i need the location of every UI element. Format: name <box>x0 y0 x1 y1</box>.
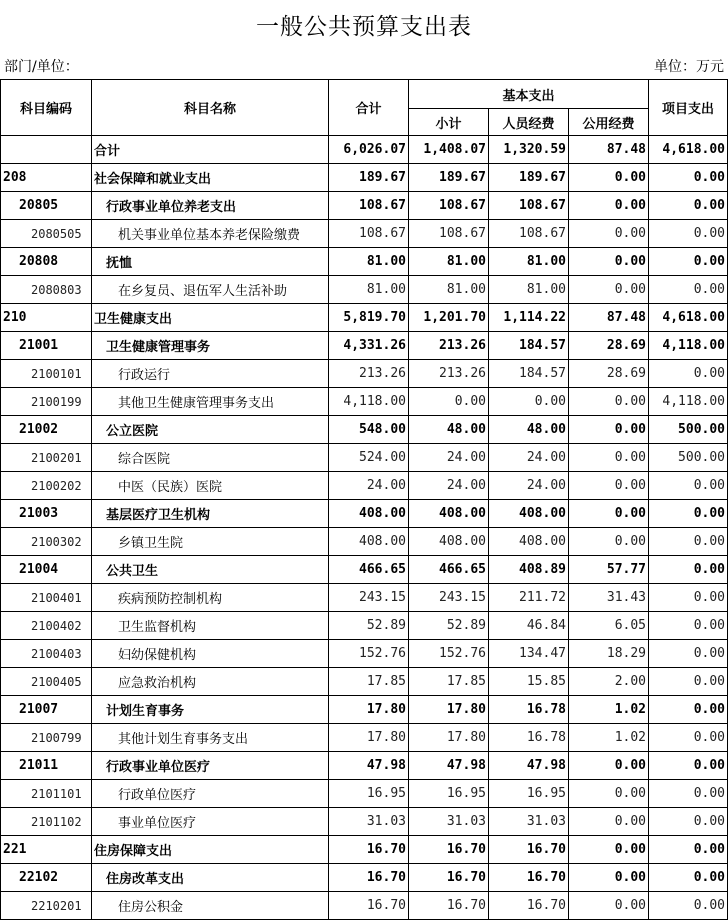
cell-total: 108.67 <box>329 220 409 248</box>
cell-code: 2100199 <box>1 388 92 416</box>
cell-total: 5,819.70 <box>329 304 409 332</box>
cell-code: 210 <box>1 304 92 332</box>
cell-personnel: 189.67 <box>489 164 569 192</box>
cell-personnel: 408.00 <box>489 500 569 528</box>
cell-subtotal: 52.89 <box>409 612 489 640</box>
cell-public: 0.00 <box>569 220 649 248</box>
cell-code: 21011 <box>1 752 92 780</box>
cell-code: 21001 <box>1 332 92 360</box>
cell-subtotal: 0.00 <box>409 388 489 416</box>
cell-code: 2100302 <box>1 528 92 556</box>
cell-code: 2100405 <box>1 668 92 696</box>
cell-personnel: 0.00 <box>489 388 569 416</box>
cell-code: 2210201 <box>1 892 92 920</box>
cell-name: 基层医疗卫生机构 <box>92 500 329 528</box>
cell-name: 其他计划生育事务支出 <box>92 724 329 752</box>
cell-public: 87.48 <box>569 304 649 332</box>
cell-name: 住房改革支出 <box>92 864 329 892</box>
cell-personnel: 408.00 <box>489 528 569 556</box>
cell-total: 108.67 <box>329 192 409 220</box>
cell-personnel: 81.00 <box>489 276 569 304</box>
cell-total: 466.65 <box>329 556 409 584</box>
table-row <box>1 864 728 892</box>
cell-subtotal: 108.67 <box>409 220 489 248</box>
cell-project: 0.00 <box>649 528 728 556</box>
cell-project: 0.00 <box>649 696 728 724</box>
header-personnel: 人员经费 <box>489 109 569 136</box>
header-subtotal: 小计 <box>409 109 489 136</box>
cell-personnel: 108.67 <box>489 220 569 248</box>
cell-project: 0.00 <box>649 808 728 836</box>
cell-project: 500.00 <box>649 444 728 472</box>
cell-code: 2100202 <box>1 472 92 500</box>
cell-code: 2080803 <box>1 276 92 304</box>
cell-code: 2100201 <box>1 444 92 472</box>
table-body <box>1 136 728 920</box>
header-total: 合计 <box>329 80 409 136</box>
cell-code: 21007 <box>1 696 92 724</box>
table-row <box>1 500 728 528</box>
cell-total: 16.70 <box>329 892 409 920</box>
cell-code: 20805 <box>1 192 92 220</box>
cell-name: 卫生监督机构 <box>92 612 329 640</box>
header-project: 项目支出 <box>649 80 728 136</box>
cell-project: 0.00 <box>649 556 728 584</box>
cell-name: 中医（民族）医院 <box>92 472 329 500</box>
cell-total: 81.00 <box>329 276 409 304</box>
table-row <box>1 472 728 500</box>
cell-personnel: 16.70 <box>489 892 569 920</box>
cell-personnel: 16.70 <box>489 836 569 864</box>
cell-personnel: 16.78 <box>489 724 569 752</box>
table-row <box>1 528 728 556</box>
cell-project: 500.00 <box>649 416 728 444</box>
cell-project: 0.00 <box>649 500 728 528</box>
cell-total: 4,331.26 <box>329 332 409 360</box>
table-row <box>1 220 728 248</box>
cell-public: 0.00 <box>569 808 649 836</box>
cell-subtotal: 47.98 <box>409 752 489 780</box>
cell-project: 0.00 <box>649 892 728 920</box>
cell-name: 在乡复员、退伍军人生活补助 <box>92 276 329 304</box>
table-row <box>1 248 728 276</box>
page-title: 一般公共预算支出表 <box>256 14 472 40</box>
cell-project: 0.00 <box>649 192 728 220</box>
cell-public: 0.00 <box>569 752 649 780</box>
cell-project: 0.00 <box>649 836 728 864</box>
cell-personnel: 108.67 <box>489 192 569 220</box>
cell-personnel: 211.72 <box>489 584 569 612</box>
cell-subtotal: 16.70 <box>409 836 489 864</box>
header-row <box>1 80 728 109</box>
cell-code: 2100101 <box>1 360 92 388</box>
cell-project: 4,118.00 <box>649 388 728 416</box>
cell-public: 57.77 <box>569 556 649 584</box>
cell-name: 综合医院 <box>92 444 329 472</box>
cell-code: 221 <box>1 836 92 864</box>
cell-personnel: 184.57 <box>489 360 569 388</box>
cell-code: 2080505 <box>1 220 92 248</box>
table-row <box>1 332 728 360</box>
cell-subtotal: 189.67 <box>409 164 489 192</box>
table-row <box>1 724 728 752</box>
cell-public: 0.00 <box>569 248 649 276</box>
cell-personnel: 16.95 <box>489 780 569 808</box>
cell-personnel: 46.84 <box>489 612 569 640</box>
cell-code: 2101102 <box>1 808 92 836</box>
cell-public: 2.00 <box>569 668 649 696</box>
header-name: 科目名称 <box>92 80 329 136</box>
cell-project: 0.00 <box>649 752 728 780</box>
cell-name: 乡镇卫生院 <box>92 528 329 556</box>
table-row <box>1 780 728 808</box>
cell-name: 住房保障支出 <box>92 836 329 864</box>
table-row <box>1 808 728 836</box>
cell-subtotal: 81.00 <box>409 276 489 304</box>
cell-total: 548.00 <box>329 416 409 444</box>
cell-code: 208 <box>1 164 92 192</box>
cell-total: 16.70 <box>329 864 409 892</box>
cell-total: 524.00 <box>329 444 409 472</box>
cell-name: 住房公积金 <box>92 892 329 920</box>
table-row <box>1 640 728 668</box>
cell-public: 0.00 <box>569 276 649 304</box>
cell-code: 21004 <box>1 556 92 584</box>
cell-total: 81.00 <box>329 248 409 276</box>
cell-subtotal: 1,201.70 <box>409 304 489 332</box>
cell-total: 17.85 <box>329 668 409 696</box>
cell-personnel: 16.78 <box>489 696 569 724</box>
table-row <box>1 444 728 472</box>
cell-code: 21003 <box>1 500 92 528</box>
table-row <box>1 752 728 780</box>
table-row <box>1 416 728 444</box>
cell-name: 疾病预防控制机构 <box>92 584 329 612</box>
cell-total: 213.26 <box>329 360 409 388</box>
cell-project: 0.00 <box>649 724 728 752</box>
cell-personnel: 184.57 <box>489 332 569 360</box>
table-row <box>1 360 728 388</box>
table-row <box>1 696 728 724</box>
cell-project: 0.00 <box>649 360 728 388</box>
cell-total: 52.89 <box>329 612 409 640</box>
cell-name: 社会保障和就业支出 <box>92 164 329 192</box>
cell-name: 抚恤 <box>92 248 329 276</box>
table-row <box>1 668 728 696</box>
cell-public: 0.00 <box>569 472 649 500</box>
cell-subtotal: 466.65 <box>409 556 489 584</box>
cell-project: 0.00 <box>649 472 728 500</box>
cell-code <box>1 136 92 164</box>
cell-public: 0.00 <box>569 192 649 220</box>
cell-project: 0.00 <box>649 864 728 892</box>
cell-name: 妇幼保健机构 <box>92 640 329 668</box>
cell-code: 2100403 <box>1 640 92 668</box>
cell-name: 合计 <box>92 136 329 164</box>
cell-code: 2100799 <box>1 724 92 752</box>
cell-subtotal: 17.80 <box>409 696 489 724</box>
cell-public: 31.43 <box>569 584 649 612</box>
cell-name: 机关事业单位基本养老保险缴费 <box>92 220 329 248</box>
cell-subtotal: 24.00 <box>409 444 489 472</box>
cell-total: 31.03 <box>329 808 409 836</box>
cell-personnel: 1,114.22 <box>489 304 569 332</box>
cell-project: 0.00 <box>649 612 728 640</box>
cell-project: 0.00 <box>649 164 728 192</box>
cell-subtotal: 24.00 <box>409 472 489 500</box>
cell-project: 4,118.00 <box>649 332 728 360</box>
cell-personnel: 31.03 <box>489 808 569 836</box>
cell-subtotal: 48.00 <box>409 416 489 444</box>
cell-subtotal: 213.26 <box>409 360 489 388</box>
cell-subtotal: 408.00 <box>409 528 489 556</box>
cell-subtotal: 16.70 <box>409 864 489 892</box>
table-row <box>1 612 728 640</box>
cell-subtotal: 1,408.07 <box>409 136 489 164</box>
cell-project: 0.00 <box>649 668 728 696</box>
cell-subtotal: 81.00 <box>409 248 489 276</box>
cell-total: 189.67 <box>329 164 409 192</box>
cell-project: 0.00 <box>649 584 728 612</box>
header-code: 科目编码 <box>1 80 92 136</box>
table-row <box>1 892 728 920</box>
table-row <box>1 584 728 612</box>
cell-project: 0.00 <box>649 248 728 276</box>
table-row <box>1 136 728 164</box>
table-row <box>1 192 728 220</box>
cell-code: 20808 <box>1 248 92 276</box>
table-row <box>1 556 728 584</box>
cell-subtotal: 17.80 <box>409 724 489 752</box>
cell-total: 6,026.07 <box>329 136 409 164</box>
cell-personnel: 134.47 <box>489 640 569 668</box>
cell-name: 行政事业单位医疗 <box>92 752 329 780</box>
cell-personnel: 24.00 <box>489 472 569 500</box>
header-basic: 基本支出 <box>409 80 649 109</box>
cell-public: 1.02 <box>569 724 649 752</box>
table-row <box>1 164 728 192</box>
cell-personnel: 48.00 <box>489 416 569 444</box>
cell-total: 408.00 <box>329 528 409 556</box>
cell-subtotal: 213.26 <box>409 332 489 360</box>
budget-table <box>0 79 728 920</box>
cell-public: 87.48 <box>569 136 649 164</box>
table-row <box>1 836 728 864</box>
cell-name: 卫生健康管理事务 <box>92 332 329 360</box>
cell-project: 0.00 <box>649 640 728 668</box>
cell-subtotal: 408.00 <box>409 500 489 528</box>
cell-subtotal: 243.15 <box>409 584 489 612</box>
cell-project: 4,618.00 <box>649 304 728 332</box>
cell-public: 0.00 <box>569 388 649 416</box>
cell-public: 0.00 <box>569 444 649 472</box>
cell-code: 2100402 <box>1 612 92 640</box>
cell-total: 152.76 <box>329 640 409 668</box>
cell-public: 0.00 <box>569 164 649 192</box>
unit-label: 单位：万元 <box>654 59 724 75</box>
cell-public: 0.00 <box>569 892 649 920</box>
cell-name: 行政事业单位养老支出 <box>92 192 329 220</box>
cell-name: 计划生育事务 <box>92 696 329 724</box>
cell-total: 17.80 <box>329 696 409 724</box>
cell-project: 0.00 <box>649 220 728 248</box>
cell-public: 0.00 <box>569 836 649 864</box>
cell-personnel: 1,320.59 <box>489 136 569 164</box>
cell-public: 0.00 <box>569 528 649 556</box>
cell-name: 公立医院 <box>92 416 329 444</box>
cell-public: 28.69 <box>569 360 649 388</box>
cell-code: 21002 <box>1 416 92 444</box>
cell-personnel: 16.70 <box>489 864 569 892</box>
cell-personnel: 47.98 <box>489 752 569 780</box>
cell-public: 1.02 <box>569 696 649 724</box>
cell-total: 47.98 <box>329 752 409 780</box>
cell-public: 0.00 <box>569 500 649 528</box>
table-row <box>1 388 728 416</box>
cell-personnel: 24.00 <box>489 444 569 472</box>
cell-personnel: 81.00 <box>489 248 569 276</box>
cell-personnel: 15.85 <box>489 668 569 696</box>
cell-name: 行政运行 <box>92 360 329 388</box>
cell-project: 4,618.00 <box>649 136 728 164</box>
cell-subtotal: 16.70 <box>409 892 489 920</box>
cell-public: 28.69 <box>569 332 649 360</box>
header-public: 公用经费 <box>569 109 649 136</box>
cell-subtotal: 108.67 <box>409 192 489 220</box>
cell-subtotal: 31.03 <box>409 808 489 836</box>
cell-subtotal: 152.76 <box>409 640 489 668</box>
cell-name: 其他卫生健康管理事务支出 <box>92 388 329 416</box>
cell-name: 事业单位医疗 <box>92 808 329 836</box>
cell-project: 0.00 <box>649 276 728 304</box>
cell-total: 16.70 <box>329 836 409 864</box>
cell-personnel: 408.89 <box>489 556 569 584</box>
cell-total: 243.15 <box>329 584 409 612</box>
cell-public: 6.05 <box>569 612 649 640</box>
cell-public: 0.00 <box>569 864 649 892</box>
cell-total: 17.80 <box>329 724 409 752</box>
cell-public: 18.29 <box>569 640 649 668</box>
cell-code: 22102 <box>1 864 92 892</box>
cell-code: 2100401 <box>1 584 92 612</box>
department-label: 部门/单位： <box>4 59 79 75</box>
cell-total: 408.00 <box>329 500 409 528</box>
cell-subtotal: 17.85 <box>409 668 489 696</box>
cell-total: 24.00 <box>329 472 409 500</box>
cell-total: 4,118.00 <box>329 388 409 416</box>
cell-project: 0.00 <box>649 780 728 808</box>
cell-name: 卫生健康支出 <box>92 304 329 332</box>
cell-subtotal: 16.95 <box>409 780 489 808</box>
cell-name: 行政单位医疗 <box>92 780 329 808</box>
cell-public: 0.00 <box>569 416 649 444</box>
table-row <box>1 304 728 332</box>
cell-name: 应急救治机构 <box>92 668 329 696</box>
table-row <box>1 276 728 304</box>
cell-public: 0.00 <box>569 780 649 808</box>
cell-total: 16.95 <box>329 780 409 808</box>
cell-code: 2101101 <box>1 780 92 808</box>
cell-name: 公共卫生 <box>92 556 329 584</box>
